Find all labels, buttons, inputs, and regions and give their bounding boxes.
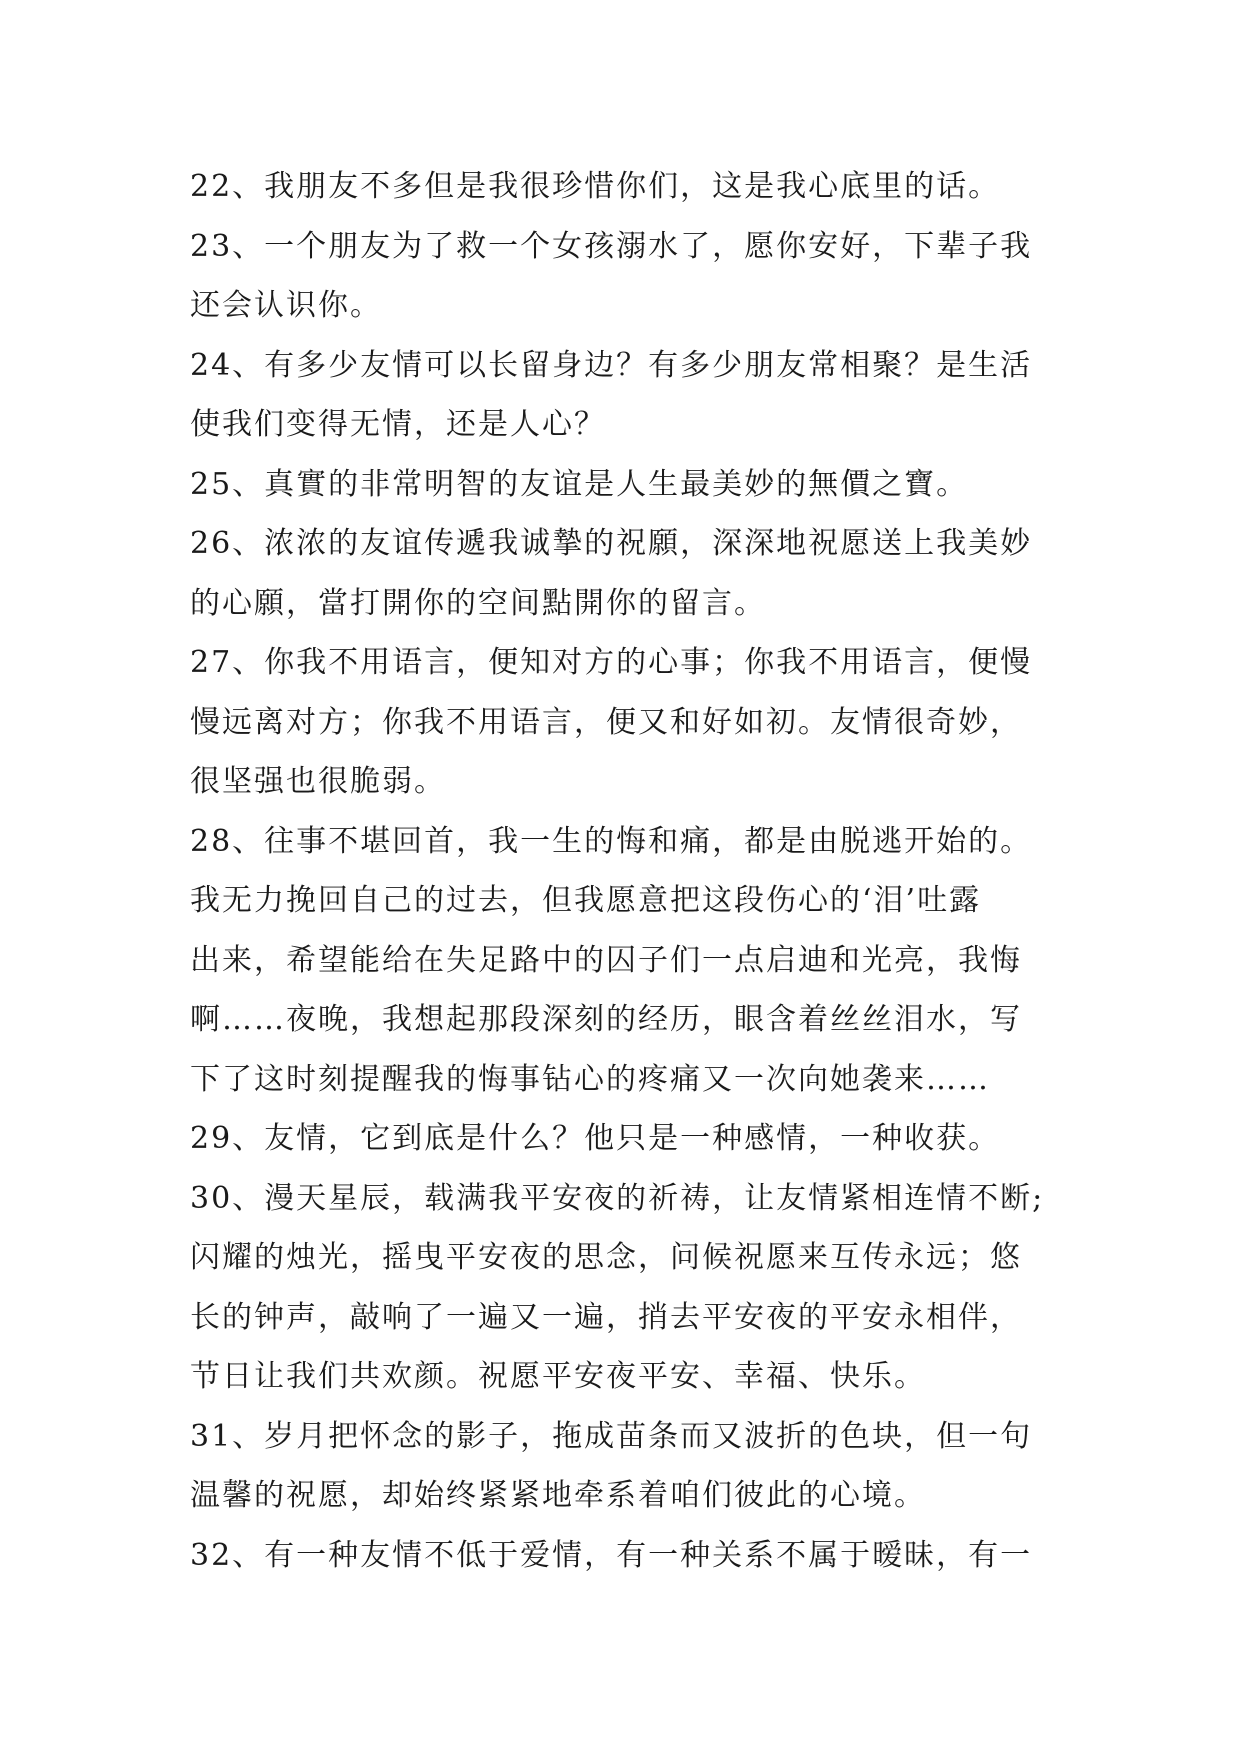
text-line: 闪耀的烛光，摇曳平安夜的思念，问候祝愿来互传永远；悠 <box>190 1240 1022 1275</box>
text-line: 23、一个朋友为了救一个女孩溺水了，愿你安好，下辈子我 <box>190 228 1033 264</box>
text-line: 温馨的祝愿，却始终紧紧地牵系着咱们彼此的心境。 <box>190 1478 926 1513</box>
text-line: 慢远离对方；你我不用语言，便又和好如初。友情很奇妙， <box>190 704 1022 740</box>
text-line: 使我们变得无情，还是人心？ <box>190 407 606 442</box>
text-line: 27、你我不用语言，便知对方的心事；你我不用语言，便慢 <box>190 645 1033 680</box>
text-line: 我无力挽回自己的过去，但我愿意把这段伤心的‘泪’吐露 <box>190 883 982 918</box>
document-body <box>190 157 1070 1585</box>
text-line: 节日让我们共欢颜。祝愿平安夜平安、幸福、快乐。 <box>190 1359 926 1394</box>
text-line: 长的钟声，敲响了一遍又一遍，捎去平安夜的平安永相伴， <box>190 1299 1022 1335</box>
text-line: 的心願，當打開你的空间點開你的留言。 <box>190 585 766 621</box>
text-line: 24、有多少友情可以长留身边？有多少朋友常相聚？是生活 <box>190 347 1033 383</box>
text-line: 29、友情，它到底是什么？他只是一种感情，一种收获。 <box>190 1121 1001 1156</box>
text-line: 25、真實的非常明智的友谊是人生最美妙的無價之寶。 <box>190 466 969 502</box>
text-line: 28、往事不堪回首，我一生的悔和痛，都是由脱逃开始的。 <box>190 823 1033 859</box>
text-line: 30、漫天星辰，载满我平安夜的祈祷，让友情紧相连情不断; <box>190 1180 1045 1216</box>
text-line: 出来，希望能给在失足路中的囚子们一点启迪和光亮，我悔 <box>190 942 1022 978</box>
text-line: 22、我朋友不多但是我很珍惜你们，这是我心底里的话。 <box>190 169 1001 204</box>
text-line: 下了这时刻提醒我的悔事钻心的疼痛又一次向她袭来…… <box>190 1061 990 1097</box>
text-line: 31、岁月把怀念的影子，拖成苗条而又波折的色块，但一句 <box>190 1418 1033 1454</box>
text-line: 很坚强也很脆弱。 <box>190 764 446 799</box>
text-line: 26、浓浓的友谊传遞我诚摯的祝願，深深地祝愿送上我美妙 <box>190 526 1033 561</box>
text-line: 啊……夜晚，我想起那段深刻的经历，眼含着丝丝泪水，写 <box>190 1002 1022 1037</box>
text-line: 还会认识你。 <box>190 288 382 323</box>
text-line: 32、有一种友情不低于爱情，有一种关系不属于暧昧，有一 <box>190 1537 1033 1573</box>
